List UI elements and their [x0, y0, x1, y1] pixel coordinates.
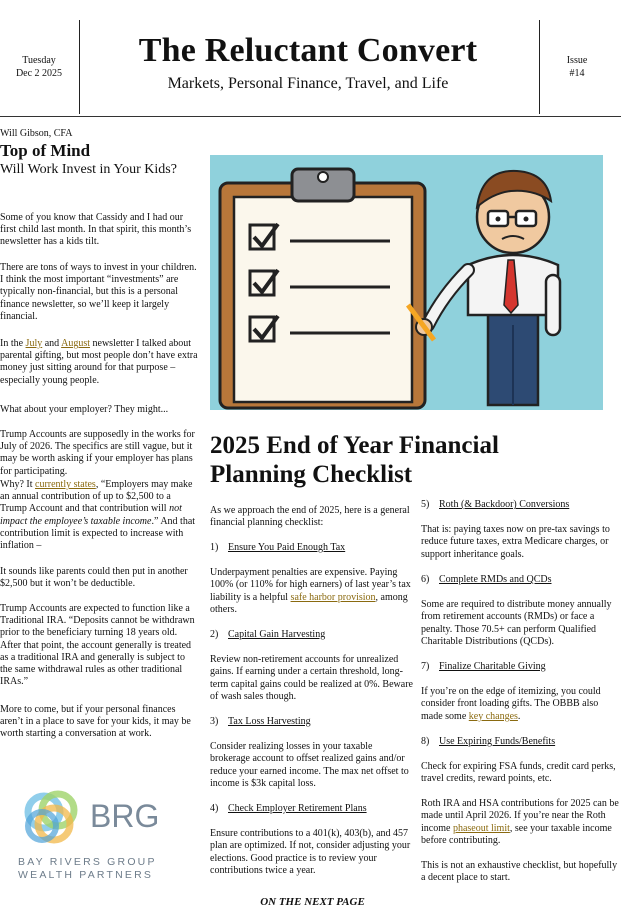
section-heading-text: Ensure You Paid Enough Tax: [228, 542, 346, 553]
article-intro: As we approach the end of 2025, here is a general financial planning checklist:: [210, 505, 410, 529]
brg-logo: [14, 780, 194, 880]
masthead-divider-right: [539, 20, 540, 114]
paragraph-trump-accounts: Trump Accounts are supposedly in the works for July of 2026. The specifics are still vague, but it may be worth asking if your employer has plans for participating.: [0, 429, 195, 477]
section-heading-5: [421, 499, 621, 511]
section-number: 1): [210, 542, 219, 553]
paragraph-why: [0, 479, 198, 552]
link-safe-harbor[interactable]: safe harbor provision: [290, 591, 376, 603]
paragraph-ira: Trump Accounts are expected to function like a Traditional IRA. “Deposits cannot be withdrawn prior to the beneficiary turning 18 years old. After that point, the account generally is treated as a traditional IRA and generally is subject to the same withdrawal rules as other traditional IRAs.”: [0, 603, 195, 688]
section-body-8: Check for expiring FSA funds, credit card perks, travel credits, reward points, etc.: [421, 761, 616, 785]
text-span: Why? It: [0, 479, 35, 490]
section-number: 6): [421, 574, 430, 585]
section-heading-text: Check Employer Retirement Plans: [228, 803, 367, 814]
emphasis-text: not impact the employee’s taxable income: [0, 503, 182, 527]
paragraph-investments: There are tons of ways to invest in your children. I think the most important “investments” are typically non-financial, but this is a personal finance newsletter, so we’ll keep it largely financial.: [0, 262, 197, 322]
issue-date-text: Dec 2 2025: [15, 68, 63, 79]
logo-line1: BAY RIVERS GROUP: [18, 856, 157, 868]
section-number: 3): [210, 716, 219, 727]
issue-label: Issue: [566, 55, 588, 66]
section-number: 8): [421, 736, 430, 747]
text-span: .” And that contribution limit is expected to increase with inflation –: [0, 515, 196, 552]
link-phaseout-limit[interactable]: phaseout limit: [452, 822, 510, 834]
next-page-footer: ON THE NEXT PAGE: [260, 896, 365, 908]
text-span: , see your taxable income before contributing.: [421, 822, 612, 847]
section-number: 4): [210, 803, 219, 814]
masthead: [0, 0, 621, 120]
section-heading-text: Tax Loss Harvesting: [228, 716, 311, 727]
section-heading-8: [421, 736, 621, 748]
paragraph-deductible: It sounds like parents could then put in another $2,500 but it won’t be deductible.: [0, 566, 188, 590]
text-span: , “Employers may make an annual contribution of up to $2,500 to a Trump Account and that contribution will: [0, 479, 193, 515]
newsletter-title: The Reluctant Convert: [138, 32, 478, 69]
section-heading-6: [421, 574, 621, 586]
link-august[interactable]: August: [61, 338, 91, 349]
section-heading-2: [210, 629, 413, 641]
link-july[interactable]: July: [25, 338, 43, 349]
section-heading-text: Use Expiring Funds/Benefits: [439, 736, 556, 747]
issue-number-text: #14: [569, 68, 585, 79]
text-span: In the: [0, 338, 26, 349]
article-title-line1: 2025 End of Year Financial: [210, 432, 499, 459]
masthead-rule: [0, 116, 621, 117]
section-body-2: Review non-retirement accounts for unrealized gains. If earning under a certain threshold, long-term capital gains could be realized at 0%. Beware of wash sales though.: [210, 654, 413, 703]
section-heading-3: [210, 716, 413, 728]
paragraph-closing: More to come, but if your personal finances aren’t in a place to save for your kids, it may be worth starting a conversation at work.: [0, 704, 191, 740]
section-heading-1: [210, 542, 413, 554]
newsletter-subtitle: Markets, Personal Finance, Travel, and Life: [167, 75, 449, 92]
section-headline: Will Work Invest in Your Kids?: [0, 162, 177, 177]
text-span: Roth IRA and HSA contributions for 2025 can be made until April 2026. If you’re near the Roth income: [421, 798, 619, 834]
article-title-line2: Planning Checklist: [210, 461, 413, 488]
section-heading-7: [421, 661, 621, 673]
section-number: 5): [421, 499, 430, 510]
section-body-7: [421, 686, 621, 723]
issue-number: [548, 54, 606, 80]
cartoon-checklist-image: [210, 155, 603, 410]
text-span: Underpayment penalties are expensive. Paying 100% (or 110% for high earners) of last year’s tax liability is a helpful: [210, 567, 411, 603]
checklist-illustration: [210, 155, 603, 410]
section-heading-text: Capital Gain Harvesting: [228, 629, 326, 640]
section-body-3: Consider realizing losses in your taxable brokerage account to offset realized gains and/or reduce your earned income. The max net offset to income is $3k capital loss.: [210, 741, 409, 790]
section-heading-text: Complete RMDs and QCDs: [439, 574, 552, 585]
section-heading-4: [210, 803, 413, 815]
article-title: [210, 431, 620, 489]
text-span: , among others.: [210, 591, 408, 616]
author-byline: Will Gibson, CFA: [0, 128, 73, 139]
issue-date: [6, 54, 72, 80]
link-currently-states[interactable]: currently states: [35, 479, 96, 490]
section-number: 2): [210, 629, 219, 640]
text-span: newsletter I talked about parental gifting, but most people don’t have extra money just sitting around for that purpose – especially young people.: [0, 338, 198, 386]
text-span: If you’re on the edge of itemizing, you could consider front loading gifts. The OBBB also made some: [421, 686, 601, 722]
section-body-6: Some are required to distribute money annually from retirement accounts (RMDs) or face a penalty. Those 70.5+ can perform Qualified Charitable Distributions (QCDs).: [421, 599, 612, 648]
link-key-changes[interactable]: key changes: [468, 710, 518, 722]
section-body-4: Ensure contributions to a 401(k), 403(b), and 457 plan are optimized. If not, consider adjusting your elections. Good practice is to review your contributions twice a year.: [210, 828, 411, 877]
issue-day: Tuesday: [22, 55, 56, 66]
section-heading-text: Roth (& Backdoor) Conversions: [439, 499, 570, 510]
section-body-1: [210, 567, 413, 617]
text-span: .: [517, 710, 521, 722]
paragraph-intro: Some of you know that Cassidy and I had our first child last month. In that spirit, this month’s newsletter has a kids tilt.: [0, 212, 192, 248]
section-heading-text: Finalize Charitable Giving: [439, 661, 546, 672]
logo-line2: WEALTH PARTNERS: [18, 869, 154, 880]
section-number: 7): [421, 661, 430, 672]
paragraph-roth-hsa: [421, 798, 621, 848]
paragraph-gifting: [0, 338, 198, 387]
paragraph-employer: What about your employer? They might...: [0, 404, 169, 415]
section-body-5: That is: paying taxes now on pre-tax savings to reduce future taxes, extra Medicare charges, or support inheritance goals.: [421, 524, 610, 560]
brg-logo-mark-icon: [14, 780, 194, 880]
logo-mark-text: BRG: [90, 798, 160, 834]
section-title: Top of Mind: [0, 141, 91, 160]
paragraph-closing-note: This is not an exhaustive checklist, but hopefully a decent place to start.: [421, 860, 618, 884]
text-span: and: [42, 338, 62, 349]
